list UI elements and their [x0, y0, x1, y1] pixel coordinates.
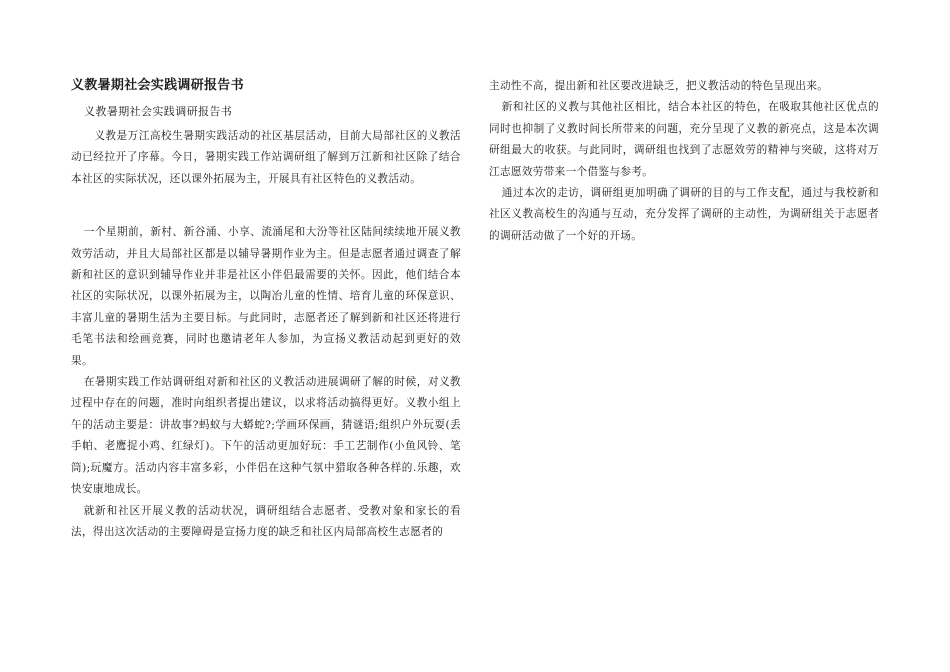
document-subtitle: 义教暑期社会实践调研报告书: [84, 105, 233, 118]
paragraph-comparison: 新和社区的义教与其他社区相比，结合本社区的特色，在吸取其他社区优点的同时也抑制了义教时间长所带来的问题，充分呈现了义教的新亮点，这是本次调研组最大的收获。与此同时，调研组也找到了志愿效劳的精神与突破，这将对万江志愿效劳带来一个借鉴与参考。: [489, 101, 879, 178]
paragraph-intro: 义教是万江高校生暑期实践活动的社区基层活动，目前大局部社区的义教活动已经拉开了序幕。今日，暑期实践工作站调研组了解到万江新和社区除了结合本社区的实际状况，还以课外拓展为主，开展具有社区特色的义教活动。: [71, 130, 461, 185]
document-title: 义教暑期社会实践调研报告书: [71, 78, 244, 93]
right-column: [489, 76, 879, 247]
paragraph-obstacles: 就新和社区开展义教的活动状况，调研组结合志愿者、受教对象和家长的看法，得出这次活动的主要障碍是宣扬力度的缺乏和社区内局部高校生志愿者的: [71, 504, 461, 538]
left-column: [71, 76, 461, 543]
paragraph-activities: 在暑期实践工作站调研组对新和社区的义教活动进展调研了解的时候，对义教过程中存在的问题，准时向组织者提出建议，以求将活动搞得更好。义教小组上午的活动主要是：讲故事?蚂蚁与大蟒蛇?;学画环保画，猜谜语;组织户外玩耍(丢手帕、老鹰捉小鸡、红绿灯)。下午的活动更加好玩：手工艺制作(小鱼风铃、笔筒);玩魔方。活动内容丰富多彩，小伴侣在这种气氛中猎取各种各样的.乐趣，欢快安康地成长。: [71, 376, 461, 496]
paragraph-continuation: 主动性不高，提出新和社区要改进缺乏，把义教活动的特色呈现出来。: [489, 80, 829, 92]
paragraph-conclusion: 通过本次的走访，调研组更加明确了调研的目的与工作支配，通过与我校新和社区义教高校生的沟通与互动，充分发挥了调研的主动性，为调研组关于志愿者的调研活动做了一个好的开场。: [489, 187, 879, 242]
paragraph-week-before: 一个星期前，新村、新谷涌、小享、流涌尾和大汾等社区陆间续续地开展义教效劳活动，并且大局部社区都是以辅导暑期作业为主。但是志愿者通过调查了解新和社区的意识到辅导作业并非是社区小伴侣最需要的关怀。因此，他们结合本社区的实际状况，以课外拓展为主，以陶冶儿童的性情、培育儿童的环保意识、丰富儿童的暑期生活为主要目标。与此同时，志愿者还了解到新和社区还将进行毛笔书法和绘画竞赛，同时也邀请老年人参加，为宣扬义教活动起到更好的效果。: [71, 226, 461, 367]
paragraph-spacer: [71, 190, 461, 222]
